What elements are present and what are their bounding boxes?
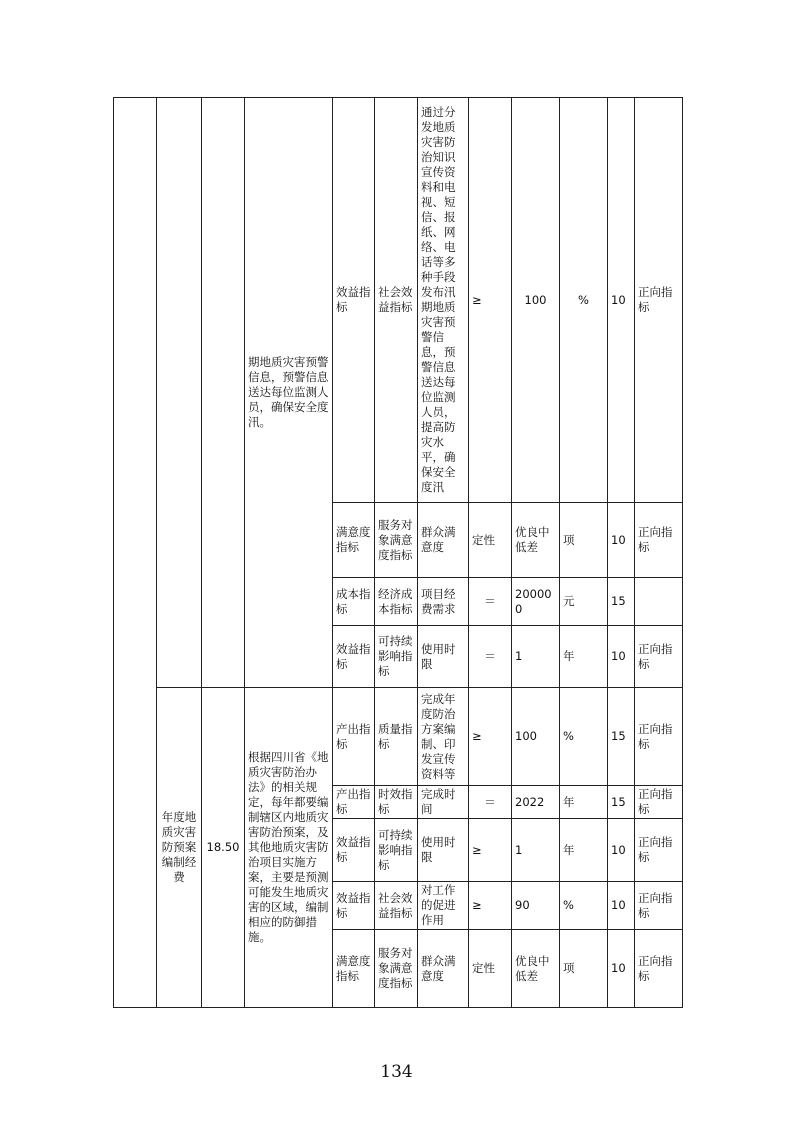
indicator-name: 群众满意度 <box>418 503 469 578</box>
indicator-name: 使用时限 <box>418 819 469 882</box>
project-name: 年度地质灾害防预案编制经费 <box>157 688 202 1008</box>
indicator-unit: 项 <box>560 930 608 1008</box>
indicator-direction: 正向指标 <box>635 503 683 578</box>
indicator-unit: % <box>560 882 608 930</box>
level1-indicator: 满意度指标 <box>333 503 375 578</box>
indicator-direction <box>635 578 683 626</box>
level2-indicator: 质量指标 <box>375 688 418 786</box>
table-row <box>114 98 683 503</box>
level1-indicator: 效益指标 <box>333 626 375 688</box>
indicator-score: 10 <box>608 98 635 503</box>
indicator-value: 100 <box>512 98 560 503</box>
indicator-value: 100 <box>512 688 560 786</box>
indicator-value: 2022 <box>512 786 560 819</box>
level2-indicator: 服务对象满意度指标 <box>375 930 418 1008</box>
indicator-symbol: 定性 <box>469 503 512 578</box>
level2-indicator: 社会效益指标 <box>375 882 418 930</box>
indicator-score: 10 <box>608 503 635 578</box>
level1-indicator: 效益指标 <box>333 98 375 503</box>
indicator-score: 10 <box>608 626 635 688</box>
project-amount-cell <box>202 98 245 688</box>
indicator-unit: 年 <box>560 626 608 688</box>
level1-indicator: 效益指标 <box>333 882 375 930</box>
indicator-symbol: ≥ <box>469 98 512 503</box>
indicator-name: 对工作的促进作用 <box>418 882 469 930</box>
project-amount: 18.50 <box>202 688 245 1008</box>
indicator-symbol: ≥ <box>469 882 512 930</box>
indicator-unit: 元 <box>560 578 608 626</box>
project-description-tail: 期地质灾害预警信息，预警信息送达每位监测人员，确保安全度汛。 <box>245 98 333 688</box>
level2-indicator: 社会效益指标 <box>375 98 418 503</box>
indicator-value: 90 <box>512 882 560 930</box>
indicator-name: 完成时间 <box>418 786 469 819</box>
indicator-symbol: ＝ <box>469 578 512 626</box>
level2-indicator: 时效指标 <box>375 786 418 819</box>
indicator-direction: 正向指标 <box>635 819 683 882</box>
indicator-symbol: ＝ <box>469 626 512 688</box>
indicator-score: 10 <box>608 882 635 930</box>
indicator-symbol: ≥ <box>469 819 512 882</box>
level1-indicator: 满意度指标 <box>333 930 375 1008</box>
level1-indicator: 产出指标 <box>333 688 375 786</box>
indicator-direction: 正向指标 <box>635 930 683 1008</box>
table-row <box>114 688 683 786</box>
level1-indicator: 效益指标 <box>333 819 375 882</box>
indicator-value: 200000 <box>512 578 560 626</box>
indicator-name: 使用时限 <box>418 626 469 688</box>
indicator-name: 项目经费需求 <box>418 578 469 626</box>
level2-indicator: 经济成本指标 <box>375 578 418 626</box>
indicator-value: 1 <box>512 626 560 688</box>
indicator-unit: 项 <box>560 503 608 578</box>
performance-indicator-table <box>113 97 683 1008</box>
indicator-direction: 正向指标 <box>635 786 683 819</box>
level2-indicator: 可持续影响指标 <box>375 626 418 688</box>
indicator-unit: % <box>560 98 608 503</box>
indicator-symbol: ≥ <box>469 688 512 786</box>
indicator-unit: % <box>560 688 608 786</box>
level1-indicator: 成本指标 <box>333 578 375 626</box>
level2-indicator: 服务对象满意度指标 <box>375 503 418 578</box>
indicator-value: 优良中低差 <box>512 503 560 578</box>
level2-indicator: 可持续影响指标 <box>375 819 418 882</box>
blank-cell <box>114 98 157 1008</box>
indicator-score: 15 <box>608 688 635 786</box>
project-description: 根据四川省《地质灾害防治办法》的相关规定，每年都要编制辖区内地质灾害防治预案，及其他地质灾害防治项目实施方案，主要是预测可能发生地质灾害的区域，编制相应的防御措施。 <box>245 688 333 1008</box>
indicator-score: 15 <box>608 786 635 819</box>
indicator-direction: 正向指标 <box>635 688 683 786</box>
indicator-name: 通过分发地质灾害防治知识宣传资料和电视、短信、报纸、网络、电话等多种手段发布汛期地质灾害预警信息，预警信息送达每位监测人员，提高防灾水平，确保安全度汛 <box>418 98 469 503</box>
indicator-unit: 年 <box>560 786 608 819</box>
indicator-unit: 年 <box>560 819 608 882</box>
page-number: 134 <box>380 1062 413 1082</box>
indicator-score: 15 <box>608 578 635 626</box>
indicator-direction: 正向指标 <box>635 882 683 930</box>
project-name-cell <box>157 98 202 688</box>
indicator-name: 群众满意度 <box>418 930 469 1008</box>
indicator-value: 1 <box>512 819 560 882</box>
indicator-direction: 正向指标 <box>635 626 683 688</box>
indicator-score: 10 <box>608 930 635 1008</box>
level1-indicator: 产出指标 <box>333 786 375 819</box>
indicator-symbol: 定性 <box>469 930 512 1008</box>
indicator-direction: 正向指标 <box>635 98 683 503</box>
indicator-symbol: ＝ <box>469 786 512 819</box>
indicator-name: 完成年度防治方案编制、印发宣传资料等 <box>418 688 469 786</box>
indicator-score: 10 <box>608 819 635 882</box>
indicator-value: 优良中低差 <box>512 930 560 1008</box>
